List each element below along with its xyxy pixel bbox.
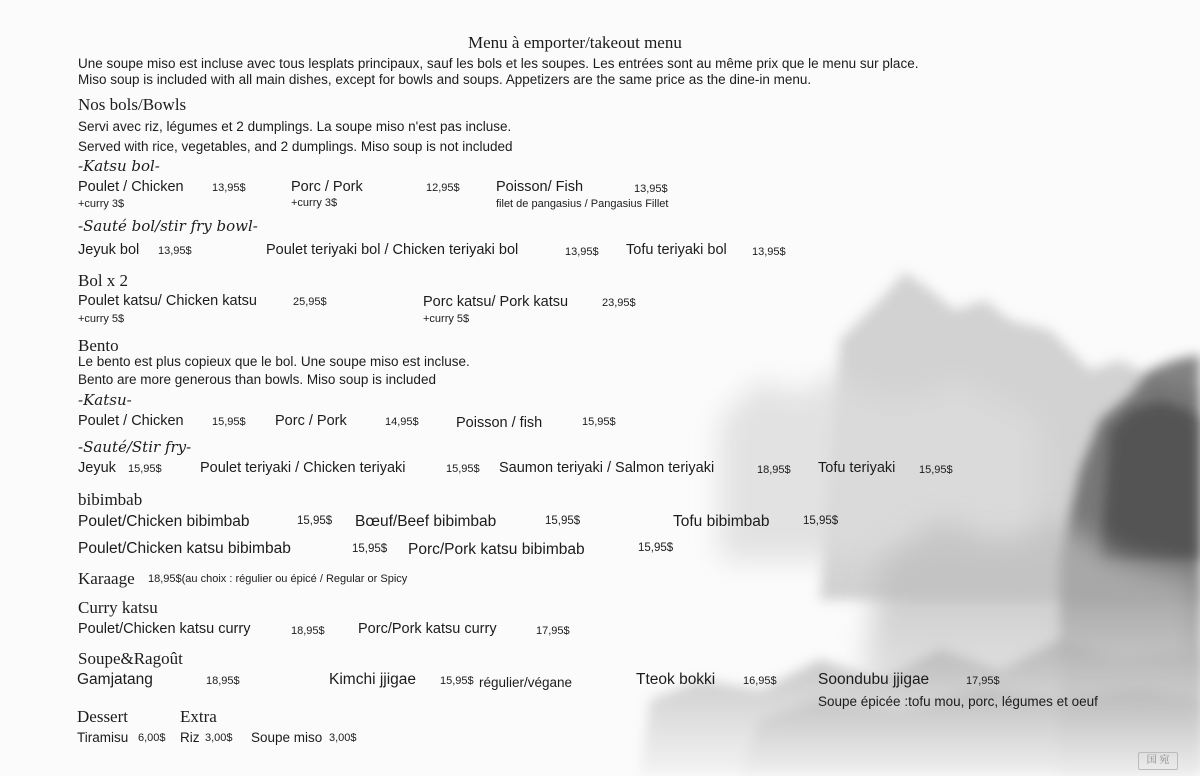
bowls-desc-fr: Servi avec riz, légumes et 2 dumplings. La soupe miso n'est pas incluse. (78, 119, 512, 134)
bowls-desc-en: Served with rice, vegetables, and 2 dumplings. Miso soup is not included (78, 139, 513, 154)
menu-item-price: 13,95$ (634, 183, 668, 195)
menu-item-price: 14,95$ (385, 416, 419, 428)
menu-item-name: Saumon teriyaki / Salmon teriyaki (499, 460, 715, 476)
menu-item-price: 25,95$ (293, 296, 327, 308)
curry-title: Curry katsu (78, 598, 158, 617)
menu-item-name: Gamjatang (77, 671, 153, 688)
menu-item-name: Poisson / fish (456, 415, 543, 431)
bolx2-title: Bol x 2 (78, 271, 129, 290)
menu-item-name: Jeyuk (78, 460, 116, 476)
bibimbab-title: bibimbab (78, 490, 143, 509)
bento-title: Bento (78, 336, 119, 355)
menu-item-price: 13,95$ (212, 182, 246, 194)
bento-katsu-subtitle: -Katsu- (78, 391, 132, 409)
page-title: Menu à emporter/takeout menu (468, 33, 682, 52)
menu-item-price: 12,95$ (426, 182, 460, 194)
menu-item-price: 15,95$ (582, 416, 616, 428)
menu-item-name: Poulet teriyaki bol / Chicken teriyaki bol (266, 242, 519, 258)
menu-item-name: Jeyuk bol (78, 242, 140, 258)
menu-item-price: 6,00$ (138, 732, 166, 744)
menu-item-name: Riz (180, 730, 200, 745)
menu-item-note: +curry 3$ (291, 197, 338, 209)
menu-item-name: Tiramisu (77, 730, 129, 745)
menu-item-note: filet de pangasius / Pangasius Fillet (496, 198, 669, 210)
menu-item-price: 13,95$ (752, 246, 786, 258)
menu-item-price: 13,95$ (158, 245, 192, 257)
menu-item-note: +curry 5$ (423, 313, 470, 325)
menu-item-name: Porc/Pork katsu bibimbab (408, 541, 585, 558)
menu-item-name: Porc / Pork (275, 413, 347, 429)
menu-item-price: 3,00$ (329, 732, 357, 744)
menu-item-price: 16,95$ (743, 675, 777, 687)
menu-item-price: 15,95$ (803, 515, 839, 527)
menu-item-price: 15,95$ (128, 463, 162, 475)
karaage-detail: 18,95$(au choix : régulier ou épicé / Regular or Spicy (148, 573, 408, 585)
intro-french: Une soupe miso est incluse avec tous lesplats principaux, sauf les bols et les soupes. Les entrées sont au même prix que le menu sur place. (78, 56, 919, 71)
menu-item-price: 15,95$ (545, 515, 581, 527)
menu-item-name: Poulet / Chicken (78, 413, 184, 429)
menu-item-price: 15,95$ (212, 416, 246, 428)
bowls-title: Nos bols/Bowls (78, 95, 187, 114)
menu-item-price: 15,95$ (446, 463, 480, 475)
menu-item-name: Tteok bokki (636, 671, 716, 688)
menu-item-price: 15,95$ (919, 464, 953, 476)
menu-item-note: Soupe épicée :tofu mou, porc, légumes et oeuf (818, 694, 1098, 709)
menu-item-name: Poulet/Chicken katsu bibimbab (78, 540, 291, 557)
dessert-title: Dessert (77, 707, 128, 726)
menu-item-price: 17,95$ (536, 625, 570, 637)
menu-item-name: Tofu teriyaki bol (626, 242, 727, 258)
menu-item-name: Bœuf/Beef bibimbab (355, 513, 497, 530)
bento-saute-subtitle: -Sauté/Stir fry- (78, 438, 192, 456)
soup-title: Soupe&Ragoût (78, 649, 183, 668)
intro-english: Miso soup is included with all main dishes, except for bowls and soups. Appetizers are the same price as the dine-in menu. (78, 72, 812, 87)
bento-desc-fr: Le bento est plus copieux que le bol. Une soupe miso est incluse. (78, 354, 470, 369)
menu-item-name: Poulet / Chicken (78, 179, 184, 195)
menu-item-note: régulier/végane (479, 675, 573, 690)
bento-desc-en: Bento are more generous than bowls. Miso soup is included (78, 372, 436, 387)
menu-item-price: 18,95$ (757, 464, 791, 476)
menu-item-name: Porc / Pork (291, 179, 363, 195)
menu-item-price: 18,95$ (206, 675, 240, 687)
menu-item-price: 17,95$ (966, 675, 1000, 687)
menu-item-price: 3,00$ (205, 732, 233, 744)
menu-item-name: Poulet katsu/ Chicken katsu (78, 293, 257, 309)
menu-item-name: Porc katsu/ Pork katsu (423, 294, 569, 310)
menu-item-name: Tofu teriyaki (818, 460, 896, 476)
extra-title: Extra (180, 707, 217, 726)
menu-item-name: Poulet/Chicken katsu curry (78, 621, 251, 637)
menu-item-name: Tofu bibimbab (673, 513, 770, 530)
menu-item-price: 18,95$ (291, 625, 325, 637)
menu-item-name: Soupe miso (251, 730, 323, 745)
menu-item-name: Poisson/ Fish (496, 179, 584, 195)
menu-item-price: 15,95$ (297, 515, 333, 527)
menu-item-price: 23,95$ (602, 297, 636, 309)
menu-item-note: +curry 3$ (78, 198, 125, 210)
menu-item-price: 13,95$ (565, 246, 599, 258)
karaage-title: Karaage (78, 569, 135, 588)
seal-stamp: 国 宛 (1138, 752, 1178, 770)
menu-item-price: 15,95$ (352, 543, 388, 555)
menu-item-name: Soondubu jjigae (818, 671, 930, 688)
menu-item-price: 15,95$ (638, 542, 674, 554)
menu-item-name: Poulet/Chicken bibimbab (78, 513, 250, 530)
katsu-bol-subtitle: -Katsu bol- (78, 157, 160, 175)
menu-item-name: Porc/Pork katsu curry (358, 621, 497, 637)
menu-item-price: 15,95$ (440, 675, 474, 687)
saute-bol-subtitle: -Sauté bol/stir fry bowl- (78, 217, 258, 235)
menu-item-name: Poulet teriyaki / Chicken teriyaki (200, 460, 406, 476)
menu-item-name: Kimchi jjigae (329, 671, 417, 688)
menu-item-note: +curry 5$ (78, 313, 125, 325)
